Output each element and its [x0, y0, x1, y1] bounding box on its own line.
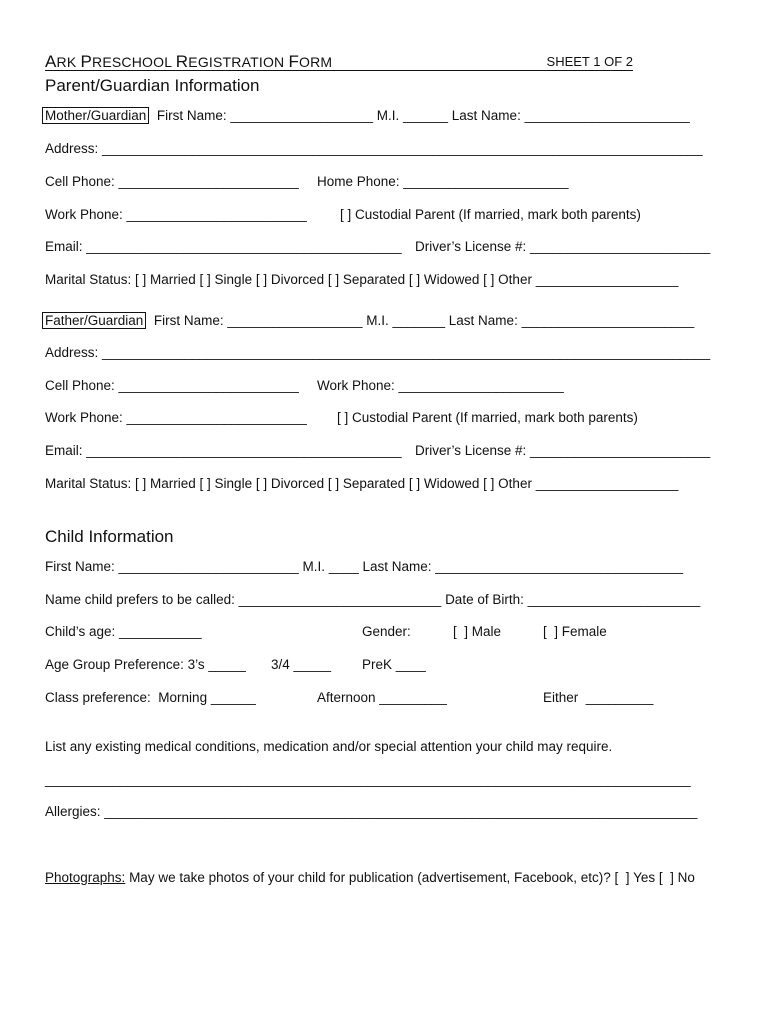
mother-marital-status[interactable]: Marital Status: [ ] Married [ ] Single [ ] Divorced [ ] Separated [ ] Widowed [ ] Other ___________________: [45, 272, 679, 287]
female-checkbox[interactable]: [ ] Female: [543, 624, 607, 639]
photographs-row[interactable]: [45, 870, 695, 886]
allergies-field[interactable]: Allergies: _______________________________________________________________________________: [45, 804, 698, 819]
photographs-label: Photographs:: [45, 870, 126, 885]
mother-name-row[interactable]: [45, 108, 690, 124]
mother-home-phone-field[interactable]: Home Phone: ______________________: [317, 174, 569, 189]
father-address-field[interactable]: Address: _________________________________________________________________________________: [45, 345, 711, 360]
gender-label: Gender:: [362, 624, 411, 639]
medical-conditions-prompt: List any existing medical conditions, medication and/or special attention your child may require.: [45, 739, 613, 754]
mother-license-field[interactable]: Driver’s License #: ________________________: [415, 239, 711, 254]
class-morning-field[interactable]: Class preference: Morning ______: [45, 690, 256, 705]
child-age-field[interactable]: Child’s age: ___________: [45, 624, 202, 639]
child-called-dob-fields[interactable]: Name child prefers to be called: ___________________________ Date of Birth: _______________________: [45, 592, 701, 607]
parent-section-heading: Parent/Guardian Information: [45, 76, 260, 95]
age-group-3s-field[interactable]: Age Group Preference: 3’s _____: [45, 657, 246, 672]
mother-custodial-checkbox[interactable]: [ ] Custodial Parent (If married, mark both parents): [340, 207, 641, 222]
photographs-consent[interactable]: May we take photos of your child for publication (advertisement, Facebook, etc)? [ ] Yes [ ] No: [125, 870, 695, 885]
sheet-number: SHEET 1 OF 2: [546, 54, 633, 69]
child-name-fields[interactable]: First Name: ________________________ M.I. ____ Last Name: _________________________________: [45, 559, 684, 574]
child-section-heading: Child Information: [45, 527, 174, 546]
father-work-phone-field[interactable]: Work Phone: ________________________: [45, 410, 307, 425]
age-group-prek-field[interactable]: PreK ____: [362, 657, 426, 672]
age-group-34-field[interactable]: 3/4 _____: [271, 657, 332, 672]
mother-work-phone-field[interactable]: Work Phone: ________________________: [45, 207, 307, 222]
father-email-field[interactable]: Email: __________________________________________: [45, 443, 402, 458]
class-afternoon-field[interactable]: Afternoon _________: [317, 690, 447, 705]
father-guardian-label: Father/Guardian: [42, 312, 146, 329]
male-checkbox[interactable]: [ ] Male: [453, 624, 502, 639]
father-license-field[interactable]: Driver’s License #: ________________________: [415, 443, 711, 458]
father-custodial-checkbox[interactable]: [ ] Custodial Parent (If married, mark both parents): [337, 410, 638, 425]
father-cell-phone-field[interactable]: Cell Phone: ________________________: [45, 378, 299, 393]
father-work-phone-field-2[interactable]: Work Phone: ______________________: [317, 378, 564, 393]
mother-cell-phone-field[interactable]: Cell Phone: ________________________: [45, 174, 299, 189]
form-header: [45, 52, 633, 71]
father-marital-status[interactable]: Marital Status: [ ] Married [ ] Single [ ] Divorced [ ] Separated [ ] Widowed [ ] Other ___________________: [45, 476, 679, 491]
father-name-fields[interactable]: First Name: __________________ M.I. _______ Last Name: _______________________: [153, 313, 695, 328]
class-either-field[interactable]: Either _________: [543, 690, 654, 705]
mother-name-fields[interactable]: First Name: ___________________ M.I. ______ Last Name: ______________________: [156, 108, 690, 123]
medical-conditions-field[interactable]: ______________________________________________________________________________________: [45, 772, 691, 787]
mother-email-field[interactable]: Email: __________________________________________: [45, 239, 402, 254]
father-name-row[interactable]: [45, 313, 694, 329]
mother-guardian-label: Mother/Guardian: [42, 107, 149, 124]
form-title: ARK PRESCHOOL REGISTRATION FORM: [45, 52, 333, 71]
mother-address-field[interactable]: Address: ________________________________________________________________________________: [45, 141, 703, 156]
